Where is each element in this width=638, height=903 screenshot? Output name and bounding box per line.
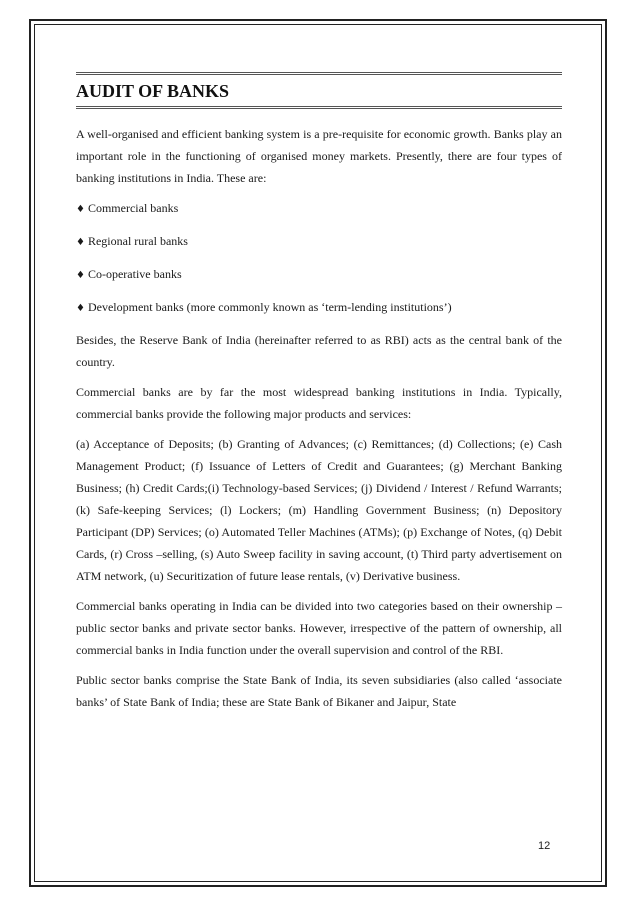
page-content xyxy=(76,72,562,721)
page-number: 12 xyxy=(538,840,551,852)
diamond-bullet-icon: ♦ xyxy=(76,270,85,281)
bullet-item xyxy=(76,263,562,287)
body-paragraph: Besides, the Reserve Bank of India (hereinafter referred to as RBI) acts as the central bank of the country. xyxy=(76,333,562,369)
intro-paragraph: A well-organised and efficient banking system is a pre-requisite for economic growth. Banks play an important role in the functioning of organised money markets. Presently, there are four types of banking institutions in India. These are: xyxy=(76,127,562,185)
body-paragraph: Commercial banks operating in India can be divided into two categories based on their ownership – public sector banks and private sector banks. However, irrespective of the pattern of ownership, all commercial banks in India function under the overall supervision and control of the RBI. xyxy=(76,599,562,657)
title-rule-top xyxy=(76,72,562,75)
bullet-item xyxy=(76,296,562,320)
bullet-item xyxy=(76,230,562,254)
diamond-bullet-icon: ♦ xyxy=(76,204,85,215)
bullet-text: Regional rural banks xyxy=(87,234,188,248)
page-title: AUDIT OF BANKS xyxy=(76,81,230,101)
bullet-text: Development banks (more commonly known as ‘term-lending institutions’) xyxy=(87,300,452,314)
title-rule-bottom xyxy=(76,106,562,109)
diamond-bullet-icon: ♦ xyxy=(76,303,85,314)
body-paragraph: Public sector banks comprise the State Bank of India, its seven subsidiaries (also called ‘associate banks’ of State Bank of India; these are State Bank of Bikaner and Jaipur, State xyxy=(76,673,562,709)
bullet-text: Co-operative banks xyxy=(87,267,182,281)
diamond-bullet-icon: ♦ xyxy=(76,237,85,248)
bullet-item xyxy=(76,197,562,221)
body-paragraph: Commercial banks are by far the most widespread banking institutions in India. Typically, commercial banks provide the following major products and services: xyxy=(76,385,562,421)
body-paragraph: (a) Acceptance of Deposits; (b) Granting of Advances; (c) Remittances; (d) Collections; (e) Cash Management Product; (f) Issuance of Letters of Credit and Guarantees; (g) Merchant Banking Business; (h) Credit Cards;(i) Technology-based Services; (j) Dividend / Interest / Refund Warrants; (k) Safe-keeping Services; (l) Lockers; (m) Handling Government Business; (n) Depository Participant (DP) Services; (o) Automated Teller Machines (ATMs); (p) Exchange of Notes, (q) Debit Cards, (r) Cross –selling, (s) Auto Sweep facility in saving account, (t) Third party advertisement on ATM network, (u) Securitization of future lease rentals, (v) Derivative business. xyxy=(76,437,562,583)
bullet-text: Commercial banks xyxy=(87,201,179,215)
